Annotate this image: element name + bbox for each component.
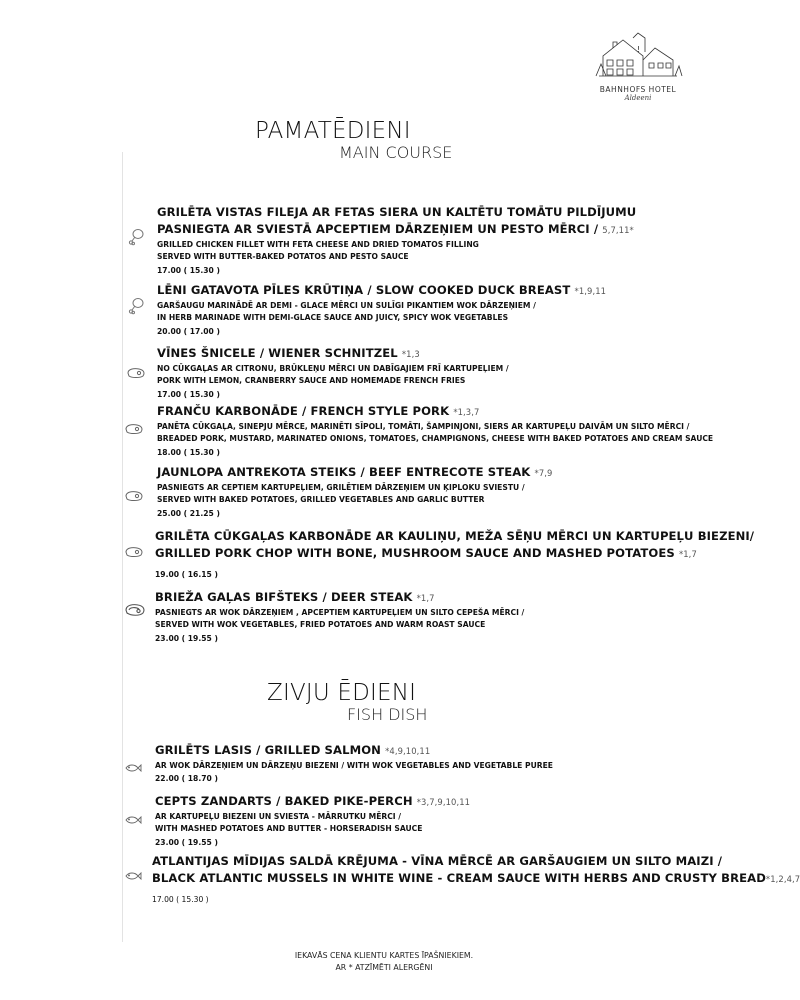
dish-description: PANĒTA CŪKGAĻA, SINEPJU MĒRCE, MARINĒTI SĪPOLI, TOMĀTI, ŠAMPINJONI, SIERS AR KARTUPEĻU DAIVĀM UN SILTO MĒRCI / [157,422,690,431]
dish-price: 17.00 ( 15.30 ) [152,895,209,904]
meat-cut-icon [126,364,146,383]
main-menu-item [157,345,509,401]
steak-icon [124,602,146,621]
allergen-codes: *1,2,4,7 [765,874,800,884]
dish-price: 18.00 ( 15.30 ) [157,447,220,457]
hotel-name: BAHNHOFS HOTEL [599,85,677,94]
dish-name: PASNIEGTA AR SVIESTĀ APCEPTIEM DĀRZEŅIEM UN PESTO MĒRCI / 5,7,11* [157,222,634,236]
main-menu-item [157,282,606,338]
allergen-codes: *1,7 [678,549,697,559]
hotel-signature: Aldeeni [624,94,652,102]
dish-price: 23.00 ( 19.55 ) [155,633,218,643]
meat-cut-icon [124,420,144,439]
dish-name: CEPTS ZANDARTS / BAKED PIKE-PERCH *3,7,9,10,11 [155,794,471,808]
main-menu-item [155,528,754,581]
dish-price: 23.00 ( 19.55 ) [155,837,218,847]
dish-description: BREADED PORK, MUSTARD, MARINATED ONIONS, TOMATOES, CHAMPIGNONS, CHEESE WITH BAKED POTATOES AND CREAM SAUCE [157,434,714,444]
fish-icon [124,866,142,885]
main-course-heading [255,118,452,162]
meat-cut-icon [124,487,144,506]
allergen-codes: *4,9,10,11 [385,746,431,756]
dish-name: GRILĒTA CŪKGAĻAS KARBONĀDE AR KAULIŅU, MEŽA SĒŅU MĒRCI UN KARTUPEĻU BIEZENI/ [155,529,755,543]
dish-description: PASNIEGTS AR WOK DĀRZEŅIEM , APCEPTIEM KARTUPEĻIEM UN SILTO CEPEŠA MĒRCI / [155,608,525,617]
fish-icon [124,810,142,829]
dish-description: IN HERB MARINADE WITH DEMI-GLACE SAUCE AND JUICY, SPICY WOK VEGETABLES [157,313,509,323]
main-course-title: PAMATĒDIENI [255,118,411,144]
dish-name: BLACK ATLANTIC MUSSELS IN WHITE WINE - CREAM SAUCE WITH HERBS AND CRUSTY BREAD*1,2,4,7 [152,871,800,885]
allergen-codes: *1,7 [416,593,435,603]
dish-price: 19.00 ( 16.15 ) [155,570,218,579]
dish-name: JAUNLOPA ANTREKOTA STEIKS / BEEF ENTRECOTE STEAK *7,9 [157,465,553,479]
svg-text:!: ! [637,45,641,54]
dish-description: PASNIEGTS AR CEPTIEM KARTUPEĻIEM, GRILĒTIEM DĀRZEŅIEM UN ĶIPLOKU SVIESTU / [157,483,525,492]
dish-description: NO CŪKGAĻAS AR CITRONU, BRŪKLEŅU MĒRCI UN DABĪGAJIEM FRĪ KARTUPEĻIEM / [157,364,509,373]
dish-name: FRANČU KARBONĀDE / FRENCH STYLE PORK *1,3,7 [157,404,480,418]
allergen-codes: *1,3 [401,349,420,359]
dish-price: 17.00 ( 15.30 ) [157,389,220,399]
dish-description: AR WOK DĀRZEŅIEM UN DĀRZEŅU BIEZENI / WITH WOK VEGETABLES AND VEGETABLE PUREE [155,761,553,770]
main-course-subtitle: MAIN COURSE [339,143,453,162]
fish-subtitle: FISH DISH [347,705,428,724]
main-menu-item [157,403,713,459]
main-menu-item [155,589,524,645]
dish-name: GRILĒTS LASIS / GRILLED SALMON *4,9,10,11 [155,743,431,757]
chicken-leg-icon [128,228,144,250]
main-menu-item [157,204,636,277]
dish-description: WITH MASHED POTATOES AND BUTTER - HORSERADISH SAUCE [155,824,423,834]
dish-description: AR KARTUPEĻU BIEZENI UN SVIESTA - MĀRRUTKU MĒRCI / [155,812,402,821]
divider-line [122,152,123,942]
footer-line-price: IEKAVĀS CENA KLIENTU KARTES ĪPAŠNIEKIEM. [294,951,474,960]
dish-price: 25.00 ( 21.25 ) [157,508,220,518]
hotel-building-icon [593,30,683,80]
footer-note [0,950,733,973]
fish-menu-item [155,793,470,849]
meat-cut-icon [124,543,144,562]
dish-description: PORK WITH LEMON, CRANBERRY SAUCE AND HOMEMADE FRENCH FRIES [157,376,466,386]
fish-heading [267,680,427,724]
fish-menu-item [152,853,800,906]
allergen-codes: 5,7,11* [602,225,634,235]
dish-price: 20.00 ( 17.00 ) [157,326,220,336]
dish-name: GRILĒTA VISTAS FILEJA AR FETAS SIERA UN KALTĒTU TOMĀTU PILDĪJUMU [157,205,637,219]
fish-icon [124,758,142,777]
allergen-codes: *3,7,9,10,11 [416,797,471,807]
fish-menu-item [155,742,553,786]
dish-name: VĪNES ŠNICELE / WIENER SCHNITZEL *1,3 [157,346,420,360]
dish-price: 17.00 ( 15.30 ) [157,265,220,275]
hotel-logo [588,30,688,102]
dish-name: LĒNI GATAVOTA PĪLES KRŪTIŅA / SLOW COOKED DUCK BREAST *1,9,11 [157,283,607,297]
allergen-codes: *1,9,11 [574,286,607,296]
main-menu-item [157,464,552,520]
dish-name: GRILLED PORK CHOP WITH BONE, MUSHROOM SAUCE AND MASHED POTATOES *1,7 [155,546,697,560]
dish-description: SERVED WITH BUTTER-BAKED POTATOS AND PESTO SAUCE [157,252,409,262]
footer-line-allergens: AR * ATZĪMĒTI ALERGĒNI [335,962,433,972]
dish-description: GRILLED CHICKEN FILLET WITH FETA CHEESE AND DRIED TOMATOS FILLING [157,240,479,249]
allergen-codes: *1,3,7 [453,407,480,417]
dish-name: BRIEŽA GAĻAS BIFŠTEKS / DEER STEAK *1,7 [155,590,435,604]
dish-description: SERVED WITH BAKED POTATOES, GRILLED VEGETABLES AND GARLIC BUTTER [157,495,485,505]
dish-name: ATLANTIJAS MĪDIJAS SALDĀ KRĒJUMA - VĪNA MĒRCĒ AR GARŠAUGIEM UN SILTO MAIZI / [152,854,723,868]
chicken-leg-icon [128,297,144,319]
dish-description: SERVED WITH WOK VEGETABLES, FRIED POTATOES AND WARM ROAST SAUCE [155,620,486,630]
fish-title: ZIVJU ĒDIENI [267,680,417,706]
dish-price: 22.00 ( 18.70 ) [155,774,218,784]
allergen-codes: *7,9 [534,468,553,478]
dish-description: GARŠAUGU MARINĀDĒ AR DEMI - GLACE MĒRCI UN SULĪGI PIKANTIEM WOK DĀRZEŅIEM / [157,301,536,310]
